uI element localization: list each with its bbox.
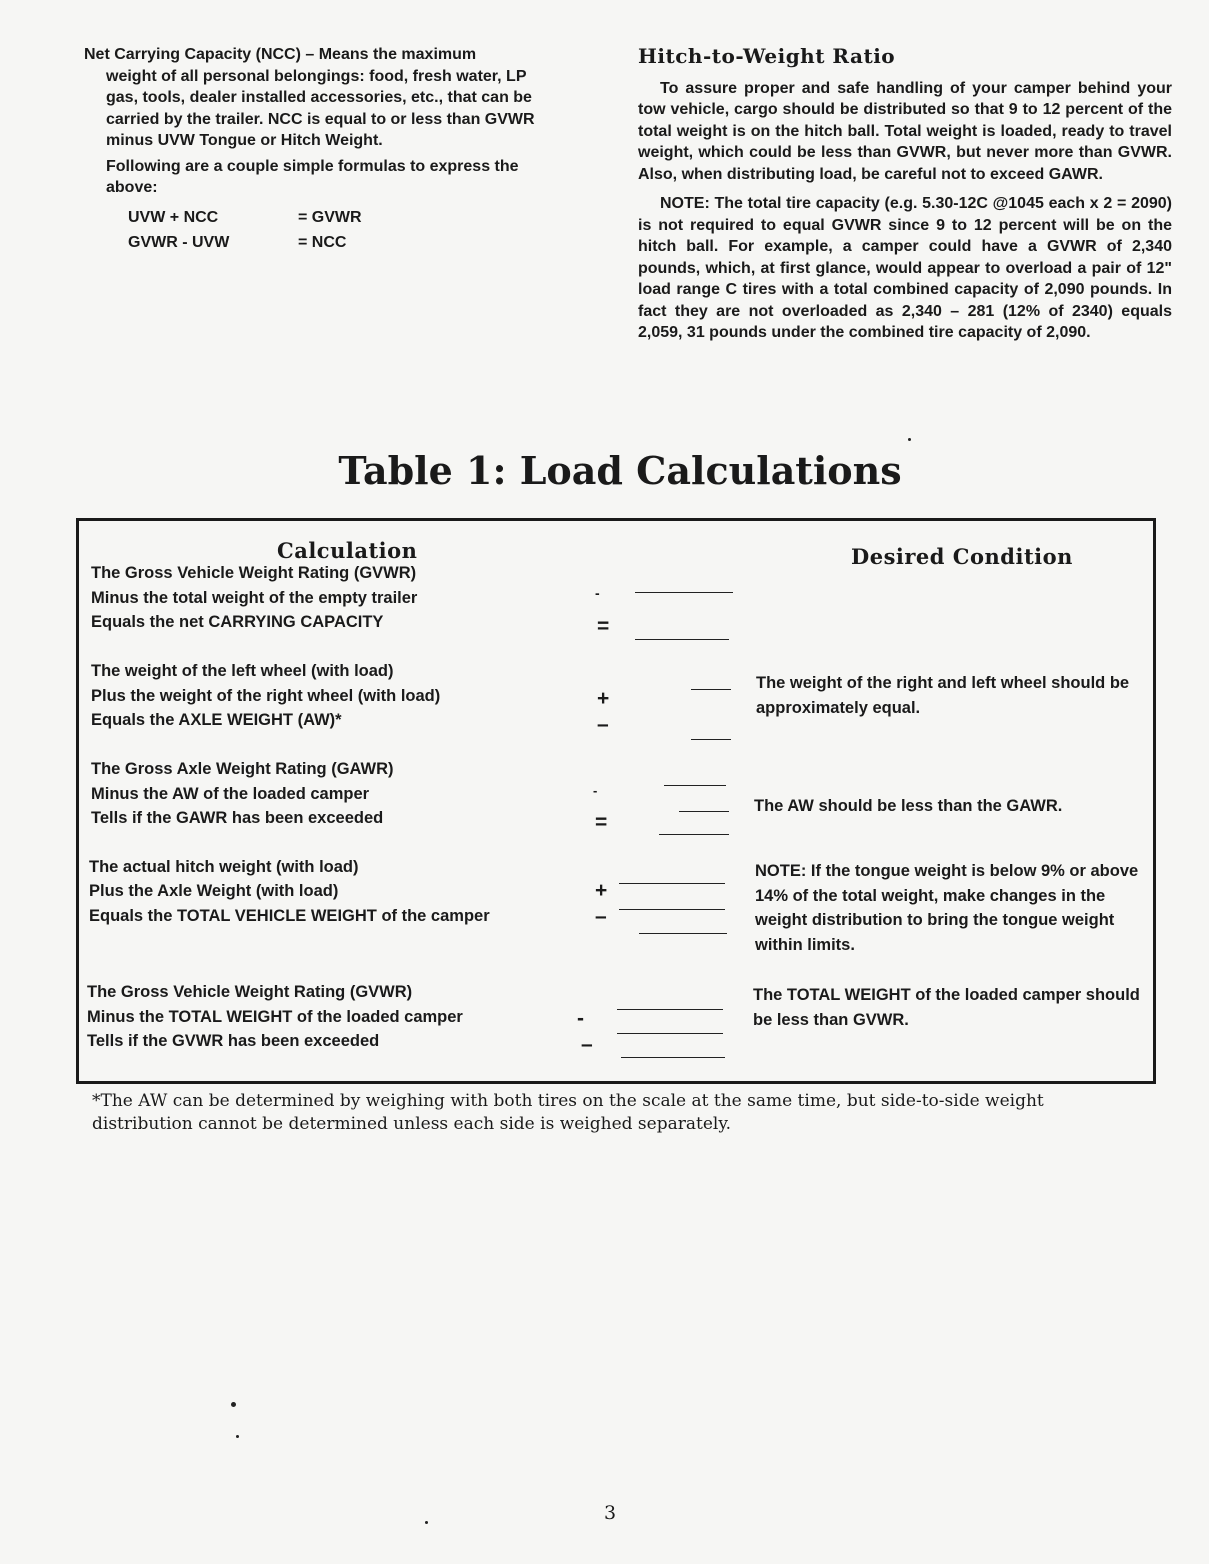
ncc-section	[84, 44, 590, 257]
ncc-term: Net Carrying Capacity (NCC)	[84, 46, 301, 63]
calc-line: Plus the weight of the right wheel (with load)	[91, 687, 441, 705]
entry-blank	[691, 689, 731, 690]
formula-rhs: = GVWR	[298, 208, 362, 226]
ncc-definition	[84, 44, 590, 152]
desired-condition: The weight of the right and left wheel should be approximately equal.	[756, 674, 1130, 717]
entry-blank	[664, 785, 726, 786]
formula-lhs: GVWR - UVW	[128, 233, 230, 251]
entry-blank	[617, 1009, 723, 1010]
ncc-definition-line: – Means the maximum	[300, 46, 477, 63]
calc-line: The weight of the left wheel (with load)	[91, 662, 394, 680]
calc-line: Minus the total weight of the empty trailer	[91, 589, 418, 607]
table-title: Table 1: Load Calculations	[338, 448, 902, 493]
calc-line: The actual hitch weight (with load)	[89, 858, 359, 876]
calculation-header: Calculation	[277, 538, 418, 563]
entry-blank	[635, 592, 733, 593]
calc-line: Equals the net CARRYING CAPACITY	[91, 613, 384, 631]
formula-list	[84, 207, 590, 257]
formula-lhs: UVW + NCC	[128, 208, 219, 226]
operator-sign: -	[593, 783, 598, 798]
calc-line: Equals the TOTAL VEHICLE WEIGHT of the camper	[89, 907, 490, 925]
entry-blank	[621, 1057, 725, 1058]
calc-line: Tells if the GAWR has been exceeded	[91, 809, 384, 827]
hitch-heading: Hitch-to-Weight Ratio	[638, 44, 896, 68]
entry-blank	[679, 811, 729, 812]
ncc-definition-line: carried by the trailer. NCC is equal to or less than GVWR	[106, 110, 535, 128]
operator-sign: –	[595, 905, 607, 928]
operator-sign: =	[595, 811, 608, 834]
page-number: 3	[604, 1502, 617, 1524]
ncc-intro-line: above:	[106, 179, 158, 196]
load-calculations-table	[76, 518, 1156, 1084]
formula-rhs: = NCC	[298, 233, 347, 251]
calc-line: Plus the Axle Weight (with load)	[89, 882, 339, 900]
desired-condition: The TOTAL WEIGHT of the loaded camper should be less than GVWR.	[753, 986, 1140, 1029]
hitch-ratio-section	[638, 46, 1172, 344]
desired-condition-header: Desired Condition	[851, 544, 1073, 569]
entry-blank	[691, 739, 731, 740]
operator-sign: +	[597, 687, 610, 710]
ncc-intro-line: Following are a couple simple formulas to express the	[106, 157, 519, 175]
operator-sign: +	[595, 879, 608, 902]
calc-line: The Gross Vehicle Weight Rating (GVWR)	[91, 564, 417, 582]
calc-line: Minus the TOTAL WEIGHT of the loaded camper	[87, 1008, 463, 1026]
scan-speck	[908, 438, 911, 441]
calc-line: Minus the AW of the loaded camper	[91, 785, 370, 803]
desired-condition: The AW should be less than the GAWR.	[754, 797, 1063, 815]
formula-row	[128, 232, 590, 257]
calc-line: Equals the AXLE WEIGHT (AW)*	[91, 711, 342, 729]
entry-blank	[659, 834, 729, 835]
ncc-intro	[84, 156, 590, 199]
operator-sign: -	[577, 1007, 584, 1030]
formula-row	[128, 207, 590, 232]
entry-blank	[619, 909, 725, 910]
ncc-definition-line: weight of all personal belongings: food, fresh water, LP	[106, 67, 527, 85]
footnote: *The AW can be determined by weighing with both tires on the scale at the same time, but side-to-side weight distribution cannot be determined unless each side is weighed separately.	[92, 1091, 1044, 1134]
operator-sign: –	[581, 1033, 593, 1056]
operator-sign: –	[597, 713, 609, 736]
calc-line: Tells if the GVWR has been exceeded	[87, 1032, 380, 1050]
calc-line: The Gross Axle Weight Rating (GAWR)	[91, 760, 394, 778]
operator-sign: =	[597, 615, 610, 638]
operator-sign: -	[595, 585, 600, 601]
hitch-paragraph: To assure proper and safe handling of your camper behind your tow vehicle, cargo should be distributed so that 9 to 12 percent of the total weight is on the hitch ball. Total weight is loaded, ready to travel weight, which could be less than GVWR, but never more than GVWR. Also, when distributing load, be careful not to exceed GAWR.	[638, 79, 1172, 183]
entry-blank	[635, 639, 729, 640]
ncc-definition-line: gas, tools, dealer installed accessories, etc., that can be	[106, 89, 532, 106]
ncc-definition-line: minus UVW Tongue or Hitch Weight.	[106, 132, 383, 149]
note-label: NOTE:	[660, 195, 710, 212]
scan-speck	[236, 1435, 239, 1438]
scan-speck	[231, 1402, 236, 1407]
entry-blank	[619, 883, 725, 884]
calc-line: The Gross Vehicle Weight Rating (GVWR)	[87, 983, 413, 1001]
scan-speck	[425, 1521, 428, 1524]
entry-blank	[639, 933, 727, 934]
hitch-note	[638, 193, 1172, 344]
note-text: The total tire capacity (e.g. 5.30-12C @1045 each x 2 = 2090) is not required to equal GVWR since 9 to 12 percent will be on the hitch ball. For example, a camper could have a GVWR of 2,340 pounds, which, at first glance, would appear to overload a pair of 12" load range C tires with a total combined capacity of 2,090 pounds. In fact they are not overloaded as 2,340 – 281 (12% of 2340) equals 2,059, 31 pounds under the combined tire capacity of 2,090.	[638, 195, 1172, 341]
entry-blank	[617, 1033, 723, 1034]
desired-condition: NOTE: If the tongue weight is below 9% or above 14% of the total weight, make changes in the weight distribution to bring the tongue weight within limits.	[755, 862, 1139, 954]
